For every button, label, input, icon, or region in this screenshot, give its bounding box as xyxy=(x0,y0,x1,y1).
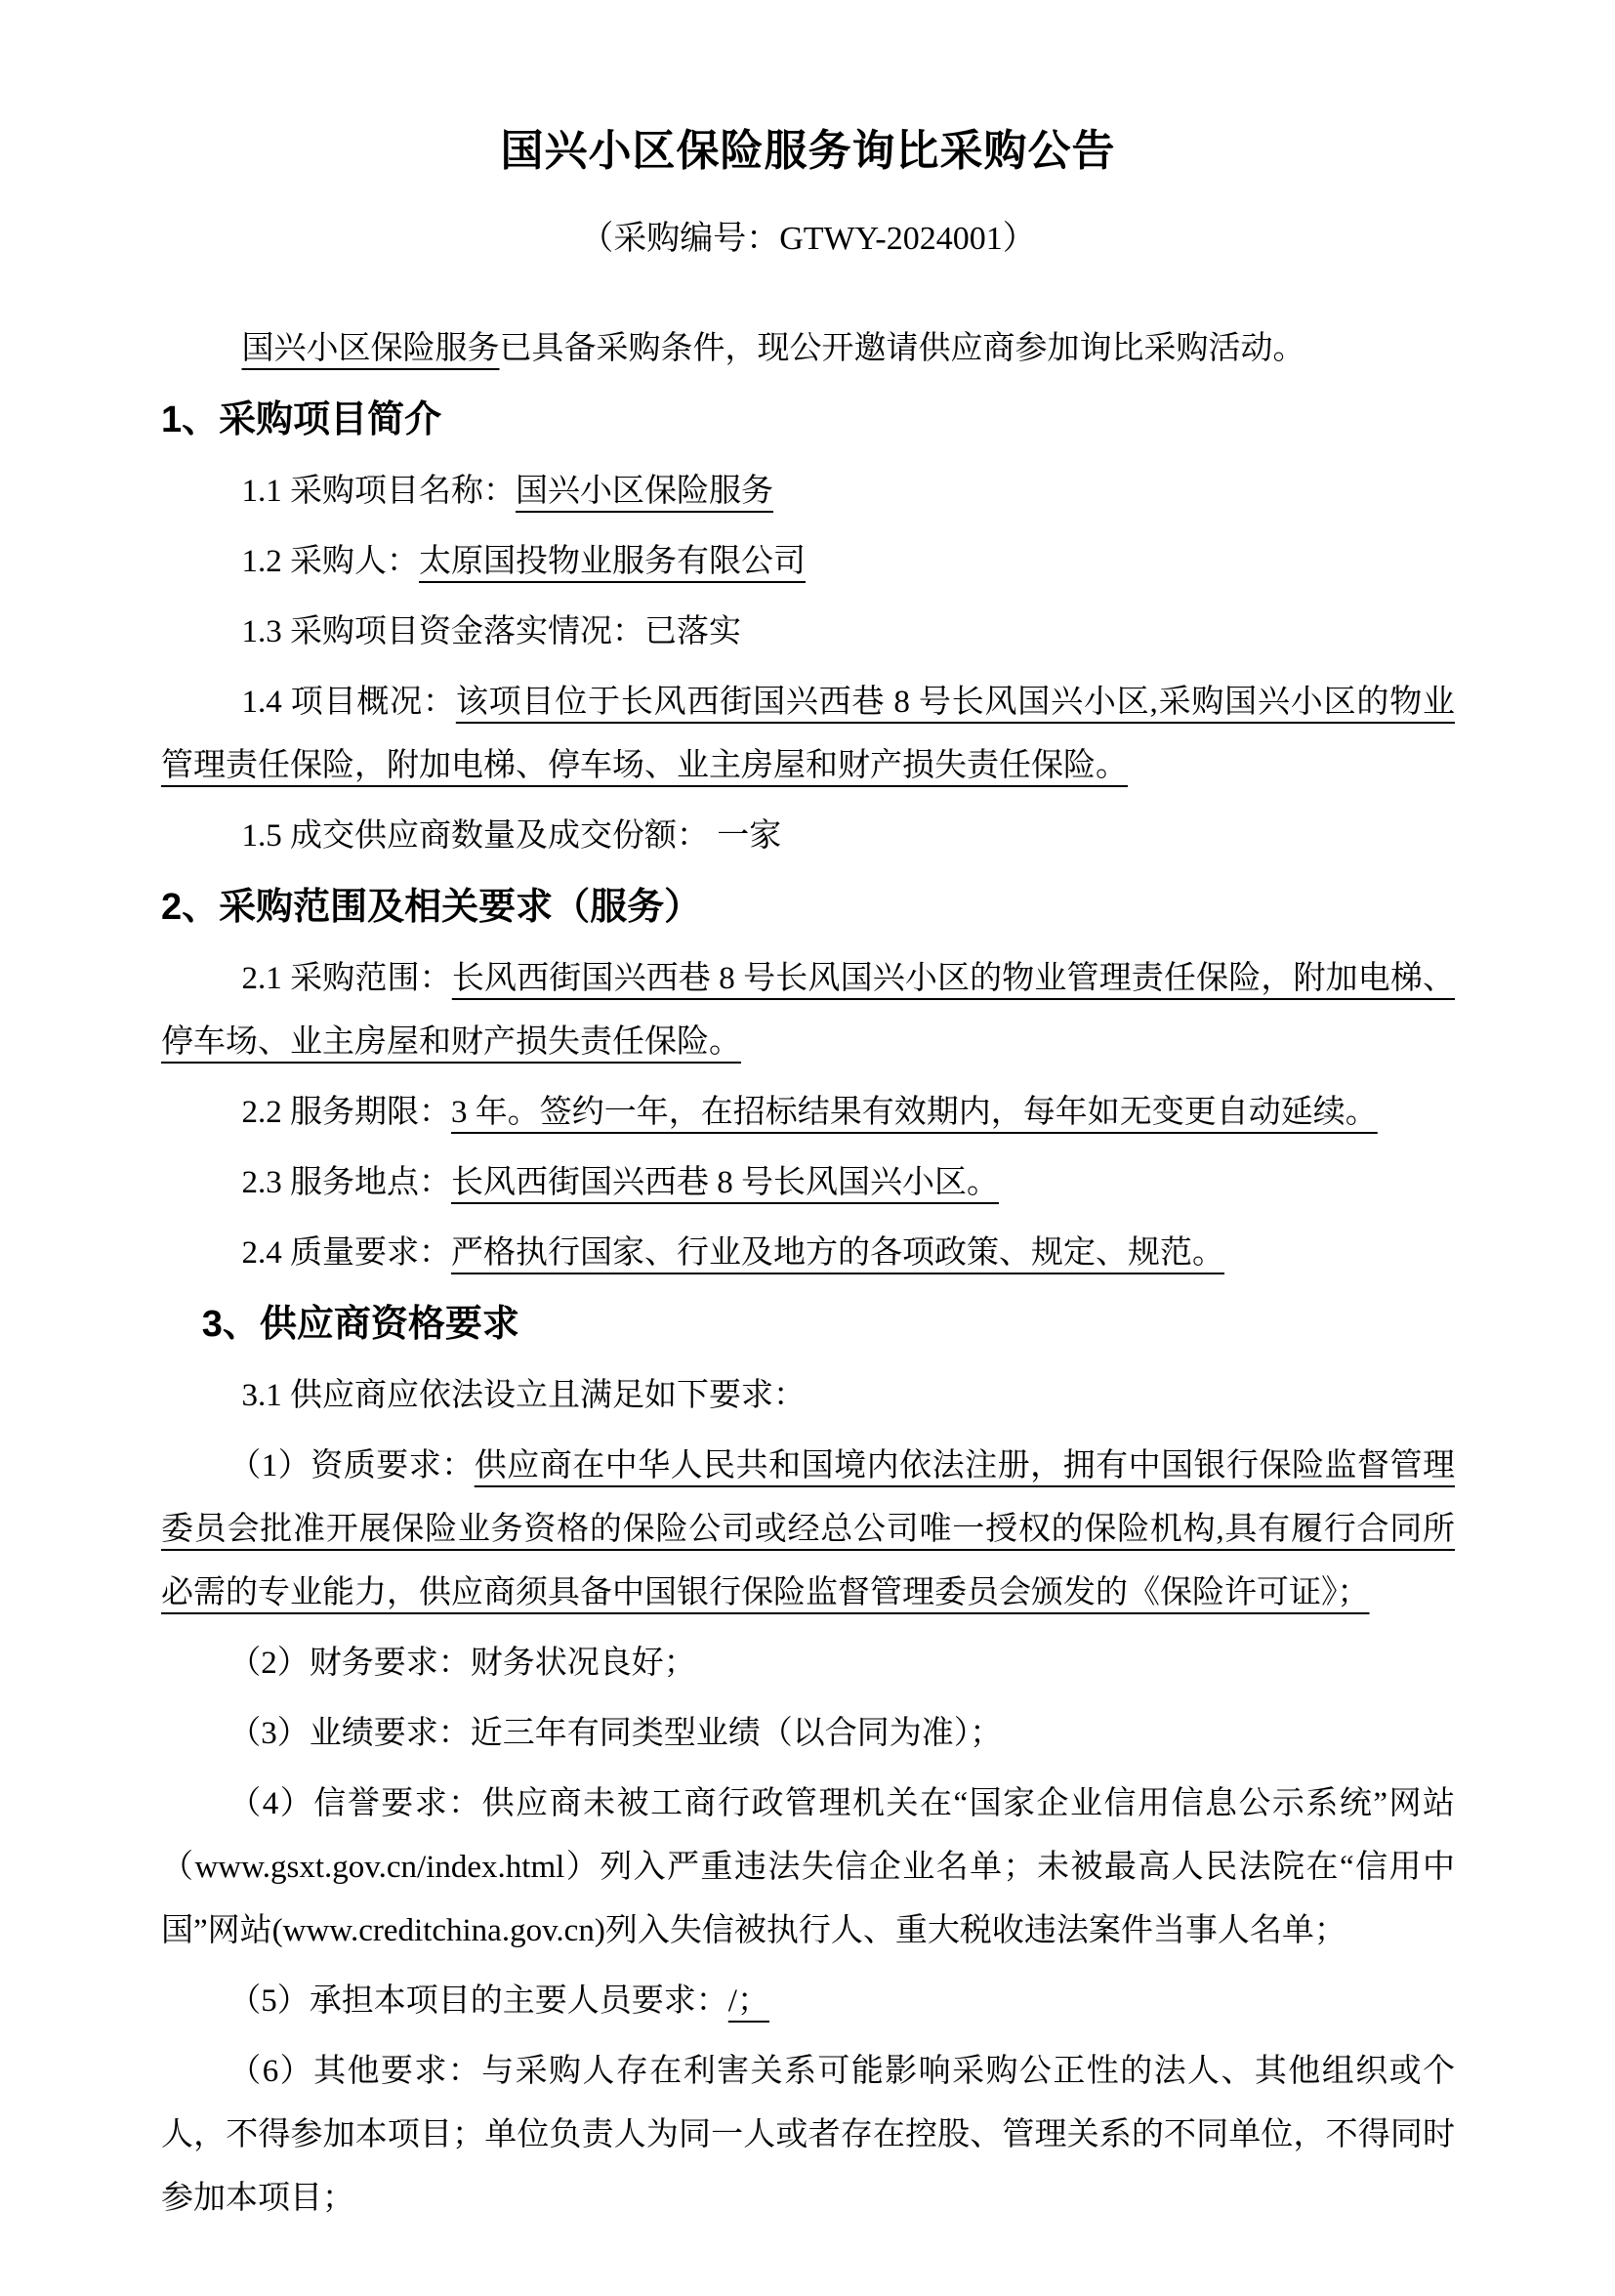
intro-paragraph-underlined-value: 国兴小区保险服务 xyxy=(241,331,500,366)
para-1-1 xyxy=(161,460,1455,523)
para-3-1-2-text: （2）财务要求：财务状况良好； xyxy=(228,1646,696,1681)
heading-1-text: 1、采购项目简介 xyxy=(161,399,442,440)
para-3-1-6 xyxy=(161,2040,1455,2231)
para-3-1-6-text: （6）其他要求：与采购人存在利害关系可能影响采购公正性的法人、其他组织或个人，不得参加本项目；单位负责人为同一人或者存在控股、管理关系的不同单位，不得同时参加本项目； xyxy=(161,2054,1455,2216)
para-3-1-1-text: （1）资质要求： xyxy=(228,1448,475,1483)
heading-2-text: 2、采购范围及相关要求（服务） xyxy=(161,887,702,928)
para-3-1-1 xyxy=(161,1435,1455,1625)
para-3-1-4-text: （4）信誉要求：供应商未被工商行政管理机关在“国家企业信用信息公示系统”网站（www.gsxt.gov.cn/index.html）列入严重违法失信企业名单；未被最高人民法院在“信用中国”网站(www.creditchina.gov.cn)列入失信被执行人、重大税收违法案件当事人名单； xyxy=(161,1786,1455,1948)
para-3-1 xyxy=(161,1364,1455,1428)
para-3-1-3 xyxy=(161,1702,1455,1766)
heading-2 xyxy=(161,875,1455,939)
para-2-2-text: 2.2 服务期限： xyxy=(241,1095,451,1130)
para-3-1-1-underlined-value: 供应商在中华人民共和国境内依法注册，拥有中国银行保险监督管理委员会批准开展保险业务资格的保险公司或经总公司唯一授权的保险机构,具有履行合同所必需的专业能力，供应商须具备中国银行保险监督管理委员会颁发的《保险许可证》； xyxy=(161,1448,1456,1610)
para-1-4-underlined-value: 该项目位于长风西街国兴西巷 8 号长风国兴小区,采购国兴小区的物业管理责任保险，附加电梯、停车场、业主房屋和财产损失责任保险。 xyxy=(161,685,1456,783)
intro-paragraph xyxy=(161,317,1455,381)
para-1-1-underlined-value: 国兴小区保险服务 xyxy=(516,474,773,509)
para-1-2 xyxy=(161,530,1455,594)
heading-1 xyxy=(161,388,1455,452)
para-2-2-underlined-value: 3 年。签约一年，在招标结果有效期内，每年如无变更自动延续。 xyxy=(451,1095,1378,1130)
para-2-2 xyxy=(161,1081,1455,1145)
para-1-1-text: 1.1 采购项目名称： xyxy=(241,474,516,509)
para-2-1-underlined-value: 长风西街国兴西巷 8 号长风国兴小区的物业管理责任保险，附加电梯、停车场、业主房屋和财产损失责任保险。 xyxy=(161,961,1456,1060)
para-3-1-2 xyxy=(161,1632,1455,1695)
para-3-1-text: 3.1 供应商应依法设立且满足如下要求： xyxy=(241,1378,806,1413)
heading-3-text: 3、供应商资格要求 xyxy=(201,1304,519,1345)
para-2-3-text: 2.3 服务地点： xyxy=(241,1165,451,1200)
para-2-4-text: 2.4 质量要求： xyxy=(241,1235,451,1271)
para-2-3-underlined-value: 长风西街国兴西巷 8 号长风国兴小区。 xyxy=(451,1165,999,1200)
para-1-2-text: 1.2 采购人： xyxy=(241,544,419,579)
para-3-1-5 xyxy=(161,1970,1455,2033)
para-1-3-text: 1.3 采购项目资金落实情况：已落实 xyxy=(241,614,741,649)
para-2-4-underlined-value: 严格执行国家、行业及地方的各项政策、规定、规范。 xyxy=(451,1235,1224,1271)
intro-paragraph-text: 已具备采购条件，现公开邀请供应商参加询比采购活动。 xyxy=(499,331,1305,366)
para-1-2-underlined-value: 太原国投物业服务有限公司 xyxy=(419,544,806,579)
para-3-1-5-underlined-value: /； xyxy=(727,1983,769,2019)
para-1-4-text: 1.4 项目概况： xyxy=(241,685,456,720)
para-1-5 xyxy=(161,805,1455,868)
para-2-1 xyxy=(161,947,1455,1074)
heading-3 xyxy=(161,1292,1455,1357)
procurement-number: （采购编号：GTWY-2024001） xyxy=(580,221,1036,257)
para-3-1-3-text: （3）业绩要求：近三年有同类型业绩（以合同为准）； xyxy=(228,1716,1003,1751)
document-body xyxy=(161,317,1455,2231)
para-3-1-5-text: （5）承担本项目的主要人员要求： xyxy=(228,1983,728,2019)
para-3-1-4 xyxy=(161,1773,1455,1963)
para-2-4 xyxy=(161,1222,1455,1285)
para-1-3 xyxy=(161,601,1455,664)
para-2-3 xyxy=(161,1151,1455,1215)
para-1-5-text: 1.5 成交供应商数量及成交份额： 一家 xyxy=(241,818,782,854)
para-2-1-text: 2.1 采购范围： xyxy=(241,961,452,996)
document-title: 国兴小区保险服务询比采购公告 xyxy=(500,127,1116,175)
para-1-4 xyxy=(161,671,1455,798)
